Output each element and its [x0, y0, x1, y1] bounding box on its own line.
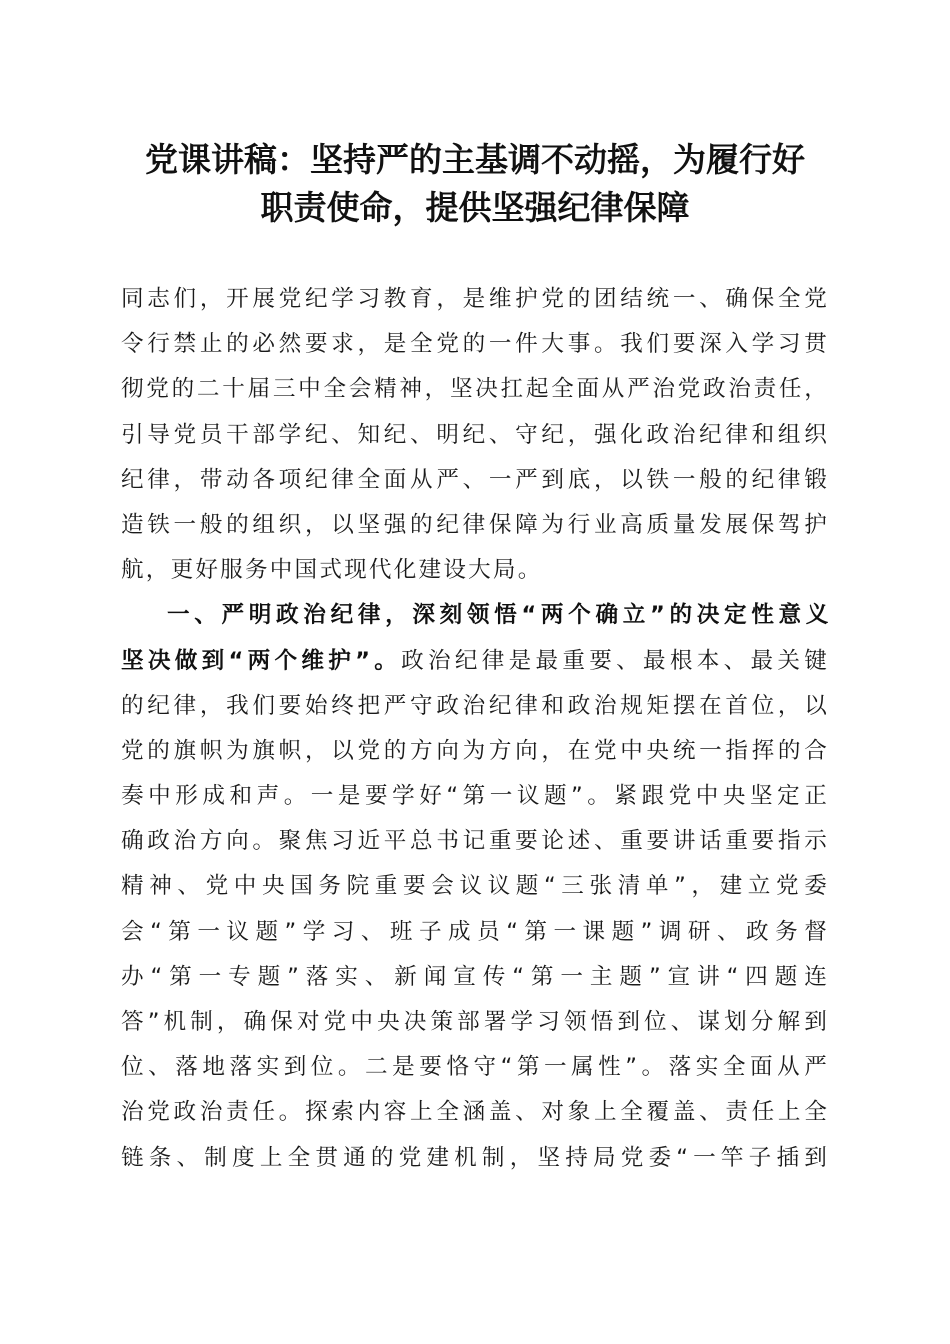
- text-line-rest: 政治纪律是最重要、最根本、最关键: [401, 647, 829, 674]
- text-line: 会“第一议题”学习、班子成员“第一课题”调研、政务督: [121, 918, 829, 945]
- paragraph-political-discipline: [121, 593, 829, 1180]
- text-line: 办“第一专题”落实、新闻宣传“第一主题”宣讲“四题连: [121, 963, 829, 990]
- text-line: [121, 639, 829, 684]
- document-body: [121, 277, 829, 1181]
- text-line: 治党政治责任。探索内容上全涵盖、对象上全覆盖、责任上全: [121, 1099, 829, 1126]
- text-line: 奏中形成和声。一是要学好“第一议题”。紧跟党中央坚定正: [121, 783, 829, 810]
- text-line: 党的旗帜为旗帜，以党的方向为方向，在党中央统一指挥的合: [121, 737, 829, 764]
- section-heading-line: 一、严明政治纪律，深刻领悟“两个确立”的决定性意义: [167, 602, 829, 629]
- text-line: 链条、制度上全贯通的党建机制，坚持局党委“一竿子插到: [121, 1144, 829, 1171]
- text-line: 的纪律，我们要始终把严守政治纪律和政治规矩摆在首位，以: [121, 692, 829, 719]
- text-line: 造铁一般的组织，以坚强的纪律保障为行业高质量发展保驾护: [121, 511, 829, 538]
- text-line: 答”机制，确保对党中央决策部署学习领悟到位、谋划分解到: [121, 1009, 829, 1035]
- title-line-1: 党课讲稿：坚持严的主基调不动摇，为履行好: [145, 140, 805, 179]
- text-line: 精神、党中央国务院重要会议议题“三张清单”，建立党委: [121, 873, 829, 900]
- text-line: 纪律，带动各项纪律全面从严、一严到底，以铁一般的纪律锻: [121, 466, 829, 493]
- section-heading-end: 坚决做到“两个维护”。: [121, 647, 402, 674]
- paragraph-opening: [121, 277, 829, 593]
- text-line: 同志们，开展党纪学习教育，是维护党的团结统一、确保全党: [121, 286, 829, 312]
- title-line-2: 职责使命，提供坚强纪律保障: [260, 188, 690, 227]
- document-title: [100, 136, 850, 232]
- text-line: 令行禁止的必然要求，是全党的一件大事。我们要深入学习贯: [121, 331, 829, 358]
- text-line: 彻党的二十届三中全会精神，坚决扛起全面从严治党政治责任，: [121, 376, 829, 403]
- text-line: 确政治方向。聚焦习近平总书记重要论述、重要讲话重要指示: [121, 828, 829, 855]
- text-line: 航，更好服务中国式现代化建设大局。: [121, 557, 543, 584]
- text-line: 位、落地落实到位。二是要恪守“第一属性”。落实全面从严: [121, 1054, 829, 1081]
- text-line: 引导党员干部学纪、知纪、明纪、守纪，强化政治纪律和组织: [121, 421, 829, 448]
